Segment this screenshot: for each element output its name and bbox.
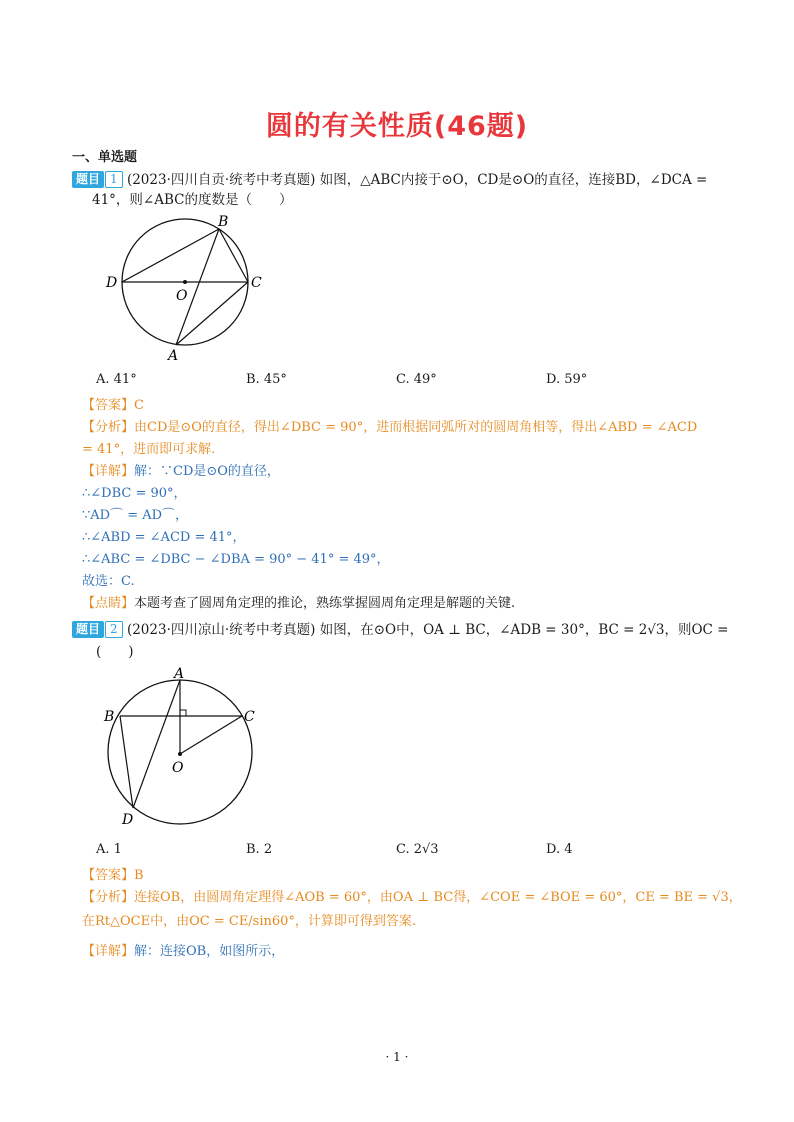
figure-1-circle-diagram	[100, 208, 280, 368]
question-number: 2	[105, 621, 123, 638]
label-B: B	[218, 214, 229, 230]
label-D: D	[122, 812, 134, 828]
question-1-line-2: 41°，则∠ABC的度数是（ ）	[92, 192, 293, 208]
label-O: O	[172, 760, 184, 776]
label-C: C	[244, 709, 255, 725]
detail-1-line-1: 【详解】解：∵CD是⊙O的直径，	[82, 464, 280, 479]
detail-1-line-3: ∵AD⌒ = AD⌒，	[82, 508, 189, 523]
detail-2-line-1: 【详解】解：连接OB，如图所示，	[82, 944, 285, 959]
label-B: B	[104, 709, 115, 725]
option-c[interactable]: C. 2√3	[396, 842, 439, 857]
question-number: 1	[105, 171, 123, 188]
option-c[interactable]: C. 49°	[396, 372, 437, 387]
question-badge: 题目	[72, 171, 104, 188]
option-b[interactable]: B. 45°	[246, 372, 287, 387]
analysis-1-line-2: = 41°，进而即可求解.	[82, 442, 216, 457]
comment-1: 【点睛】本题考查了圆周角定理的推论，熟练掌握圆周角定理是解题的关键.	[82, 596, 516, 611]
analysis-1-line-1: 【分析】由CD是⊙O的直径，得出∠DBC = 90°，进而根据同弧所对的圆周角相等，得出∠ABD = ∠ACD	[82, 420, 698, 435]
section-heading: 一、单选题	[72, 150, 138, 165]
option-d[interactable]: D. 4	[546, 842, 573, 857]
option-b[interactable]: B. 2	[246, 842, 273, 857]
question-2-line-1	[72, 620, 729, 640]
answer-2: 【答案】B	[82, 868, 144, 883]
figure-2-circle-diagram	[100, 664, 270, 834]
label-C: C	[251, 275, 262, 291]
option-d[interactable]: D. 59°	[546, 372, 588, 387]
detail-1-line-4: ∴∠ABD = ∠ACD = 41°，	[82, 530, 246, 545]
label-A: A	[174, 666, 185, 682]
answer-1: 【答案】C	[82, 398, 144, 413]
page-title: 圆的有关性质(46题)	[265, 111, 529, 142]
page-number: · 1 ·	[385, 1050, 409, 1064]
option-a[interactable]: A. 1	[96, 842, 122, 857]
question-1-line-1	[72, 170, 707, 190]
analysis-2-line-2: 在Rt△OCE中，由OC = CE/sin60°，计算即可得到答案.	[82, 914, 417, 929]
detail-1-line-5: ∴∠ABC = ∠DBC − ∠DBA = 90° − 41° = 49°，	[82, 552, 390, 567]
label-D: D	[106, 275, 118, 291]
analysis-2-line-1: 【分析】连接OB，由圆周角定理得∠AOB = 60°，由OA ⊥ BC得，∠COE = ∠BOE = 60°，CE = BE = √3，	[82, 890, 742, 905]
label-A: A	[168, 348, 179, 364]
option-a[interactable]: A. 41°	[96, 372, 137, 387]
question-2-line-2: ( )	[96, 644, 134, 660]
question-1-text: (2023·四川自贡·统考中考真题) 如图，△ABC内接于⊙O，CD是⊙O的直径，连接BD，∠DCA =	[126, 172, 708, 188]
label-O: O	[176, 288, 188, 304]
question-badge: 题目	[72, 621, 104, 638]
question-2-text: (2023·四川凉山·统考中考真题) 如图，在⊙O中，OA ⊥ BC，∠ADB = 30°，BC = 2√3，则OC =	[126, 622, 729, 638]
detail-1-line-2: ∴∠DBC = 90°，	[82, 486, 187, 501]
detail-1-line-6: 故选：C.	[82, 574, 135, 589]
